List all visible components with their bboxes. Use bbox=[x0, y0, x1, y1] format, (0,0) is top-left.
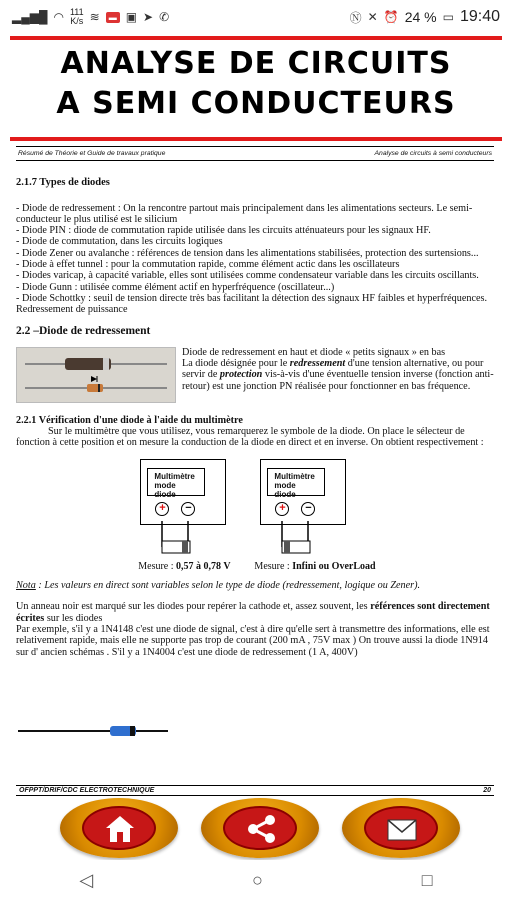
diode-description bbox=[182, 347, 494, 403]
mail-button-face[interactable] bbox=[364, 806, 438, 850]
diode-text-2d: protection bbox=[219, 369, 263, 381]
app-notification-icon: ▬ bbox=[106, 12, 120, 23]
home-icon bbox=[104, 814, 136, 844]
meter-1-caption-label: Mesure : bbox=[138, 560, 177, 572]
banner-top-line bbox=[10, 36, 502, 40]
meter-forward bbox=[134, 459, 234, 572]
diode-photo-row bbox=[16, 347, 494, 403]
speed-value: 111 bbox=[69, 7, 84, 17]
diode-text-2c: d'une tension alternative, ou pour servir de bbox=[182, 358, 484, 381]
page-number: 20 bbox=[483, 787, 491, 794]
diode-text-1: Diode de redressement en haut et diode « petits signaux » en bas bbox=[182, 346, 446, 358]
meter-1-caption-value: 0,57 à 0,78 V bbox=[176, 560, 231, 572]
section-2-2-title: 2.2 –Diode de redressement bbox=[16, 324, 151, 337]
plus-jack-icon: + bbox=[155, 502, 169, 516]
note-paragraph bbox=[16, 580, 494, 591]
type-rectifier: - Diode de redressement : On la rencontre partout mais principalement dans les alimentations secteurs. Le semi-conducteur le plus utilisé est le silicium bbox=[16, 202, 473, 225]
status-bar bbox=[0, 0, 512, 34]
type-switching: - Diode de commutation, dans les circuits logiques bbox=[16, 236, 223, 248]
recents-nav-icon[interactable]: □ bbox=[421, 869, 433, 890]
note-text: : Les valeurs en direct sont variables selon le type de diode (redressement, logique ou Zener). bbox=[35, 580, 421, 592]
meter-1-caption bbox=[134, 561, 234, 572]
speed-unit: K/s bbox=[70, 16, 84, 26]
meter-reverse bbox=[254, 459, 375, 572]
battery-percent: 24 % bbox=[404, 9, 437, 25]
share-button-face[interactable] bbox=[223, 806, 297, 850]
document-header bbox=[16, 146, 494, 161]
network-speed bbox=[70, 8, 84, 26]
diodes-illustration bbox=[17, 348, 177, 404]
banner-title bbox=[10, 44, 502, 124]
type-varicap: - Diodes varicap, à capacité variable, elles sont utilisées comme condensateur variable dans les circuits oscillants. bbox=[16, 270, 479, 282]
telegram-icon: ➤ bbox=[143, 10, 154, 24]
document-footer bbox=[16, 785, 494, 796]
viber-icon: ✆ bbox=[159, 10, 170, 24]
banner-title-line-1: ANALYSE DE CIRCUITS bbox=[60, 46, 452, 81]
document-page[interactable] bbox=[16, 146, 494, 796]
diode-types-list bbox=[16, 203, 494, 316]
home-nav-icon[interactable]: ○ bbox=[252, 869, 263, 890]
mail-button[interactable] bbox=[342, 798, 460, 858]
gallery-icon: ▣ bbox=[125, 10, 138, 24]
small-diode-image bbox=[18, 723, 168, 739]
meter-label-2: mode diode bbox=[154, 480, 176, 499]
meter-2-caption bbox=[254, 561, 375, 572]
alarm-icon: ⏰ bbox=[383, 10, 399, 24]
meter-label-2: mode diode bbox=[274, 480, 296, 499]
home-button-face[interactable] bbox=[82, 806, 156, 850]
type-zener: - Diode Zener ou avalanche : références de tension dans les alimentations stabilisées, protection des surtensions... bbox=[16, 247, 479, 259]
multimeter-1 bbox=[134, 459, 234, 559]
status-right bbox=[350, 8, 500, 26]
diode-photo bbox=[16, 347, 176, 403]
type-tunnel: - Diode à effet tunnel : pour la commutation rapide, comme élément actic dans les oscillateurs bbox=[16, 259, 400, 271]
mute-icon: ✕ bbox=[367, 10, 378, 24]
share-button[interactable] bbox=[201, 798, 319, 858]
meter-label-1: Multimètre bbox=[154, 471, 195, 481]
clock: 19:40 bbox=[459, 8, 500, 25]
banner-title-line-2: A SEMI CONDUCTEURS bbox=[56, 86, 456, 121]
type-schottky: - Diode Schottky : seuil de tension directe très bas facilitant la détection des signaux HF faibles et hyperfréquences. Redressement de puissance bbox=[16, 292, 488, 316]
check-paragraph: Sur le multimètre que vous utilisez, vous remarquerez le symbole de la diode. On place le sélecteur de fonction à cette position et on mesure la conduction de la diode en direct et en inverse. On obtient respectivement : bbox=[16, 426, 484, 449]
example-paragraph: Par exemple, s'il y a 1N4148 c'est une diode de signal, c'est à dire qu'elle sert à transmettre des informations, elle est relativement rapide, mais elle ne supporte pas trop de courant (200 mA , 75V max ) On trouve aussi la diode 1N914 sur d' ancien schémas . S'il y a 1N4004 c'est une diode de redressement (1 A, 400V) bbox=[16, 623, 490, 658]
note-label: Nota bbox=[16, 580, 36, 592]
mail-icon bbox=[386, 814, 418, 844]
share-icon bbox=[245, 814, 277, 844]
meter-2-caption-value: Infini ou OverLoad bbox=[292, 560, 376, 572]
home-button[interactable] bbox=[60, 798, 178, 858]
header-right: Analyse de circuits à semi conducteurs bbox=[374, 150, 492, 157]
section-2-2-1-title: 2.2.1 Vérification d'une diode à l'aide du multimètre bbox=[16, 414, 243, 426]
header-left: Résumé de Théorie et Guide de travaux pratique bbox=[18, 150, 166, 157]
probe-wires bbox=[134, 459, 234, 559]
meter-2-caption-label: Mesure : bbox=[254, 560, 293, 572]
diode-text-2b: redressement bbox=[289, 358, 346, 370]
minus-jack-icon: − bbox=[301, 502, 315, 516]
title-banner bbox=[10, 36, 502, 144]
ring-paragraph bbox=[16, 601, 494, 624]
footer-left: OFPPT/DRIF/CDC ELECTROTECHNIQUE bbox=[19, 787, 155, 794]
diode-text-2e: vis-à-vis d'une éventuelle tension inverse (fonction anti-retour) est une jonction PN réalisée pour fonctionner en bas fréquence. bbox=[182, 369, 494, 392]
ring-text-c: sur les diodes bbox=[44, 612, 103, 624]
banner-bottom-line bbox=[10, 137, 502, 141]
type-pin: - Diode PIN : diode de commutation rapide utilisée dans les circuits atténuateurs pour les signaux HF. bbox=[16, 225, 431, 237]
back-nav-icon[interactable]: ◁ bbox=[79, 869, 94, 890]
section-2-1-7-title: 2.1.7 Types de diodes bbox=[16, 177, 110, 189]
navigation-bar bbox=[0, 860, 512, 900]
battery-icon: ▭ bbox=[442, 10, 454, 24]
diode-text-2 bbox=[182, 358, 494, 392]
plus-jack-icon: + bbox=[275, 502, 289, 516]
nfc-icon: Ⓝ bbox=[349, 10, 362, 25]
ring-text-a: Un anneau noir est marqué sur les diodes pour repérer la cathode et, assez souvent, les bbox=[16, 601, 371, 613]
multimeter-2 bbox=[254, 459, 354, 559]
type-gunn: - Diode Gunn : utilisée comme élément actif en hyperfréquence (oscillateur...) bbox=[16, 281, 335, 293]
diode-text-2a: La diode désignée pour le bbox=[182, 358, 290, 370]
signal-icon: ▂▄▆█ bbox=[12, 10, 48, 24]
minus-jack-icon: − bbox=[181, 502, 195, 516]
action-buttons bbox=[60, 798, 460, 860]
vibrate-icon: ≋ bbox=[89, 10, 100, 24]
probe-wires bbox=[254, 459, 354, 559]
multimeter-figures bbox=[16, 459, 494, 572]
meter-label-1: Multimètre bbox=[274, 471, 315, 481]
wifi-icon: ◠ bbox=[53, 10, 64, 24]
ring-text-b: références sont directement écrites bbox=[16, 601, 490, 624]
status-left bbox=[12, 8, 169, 26]
